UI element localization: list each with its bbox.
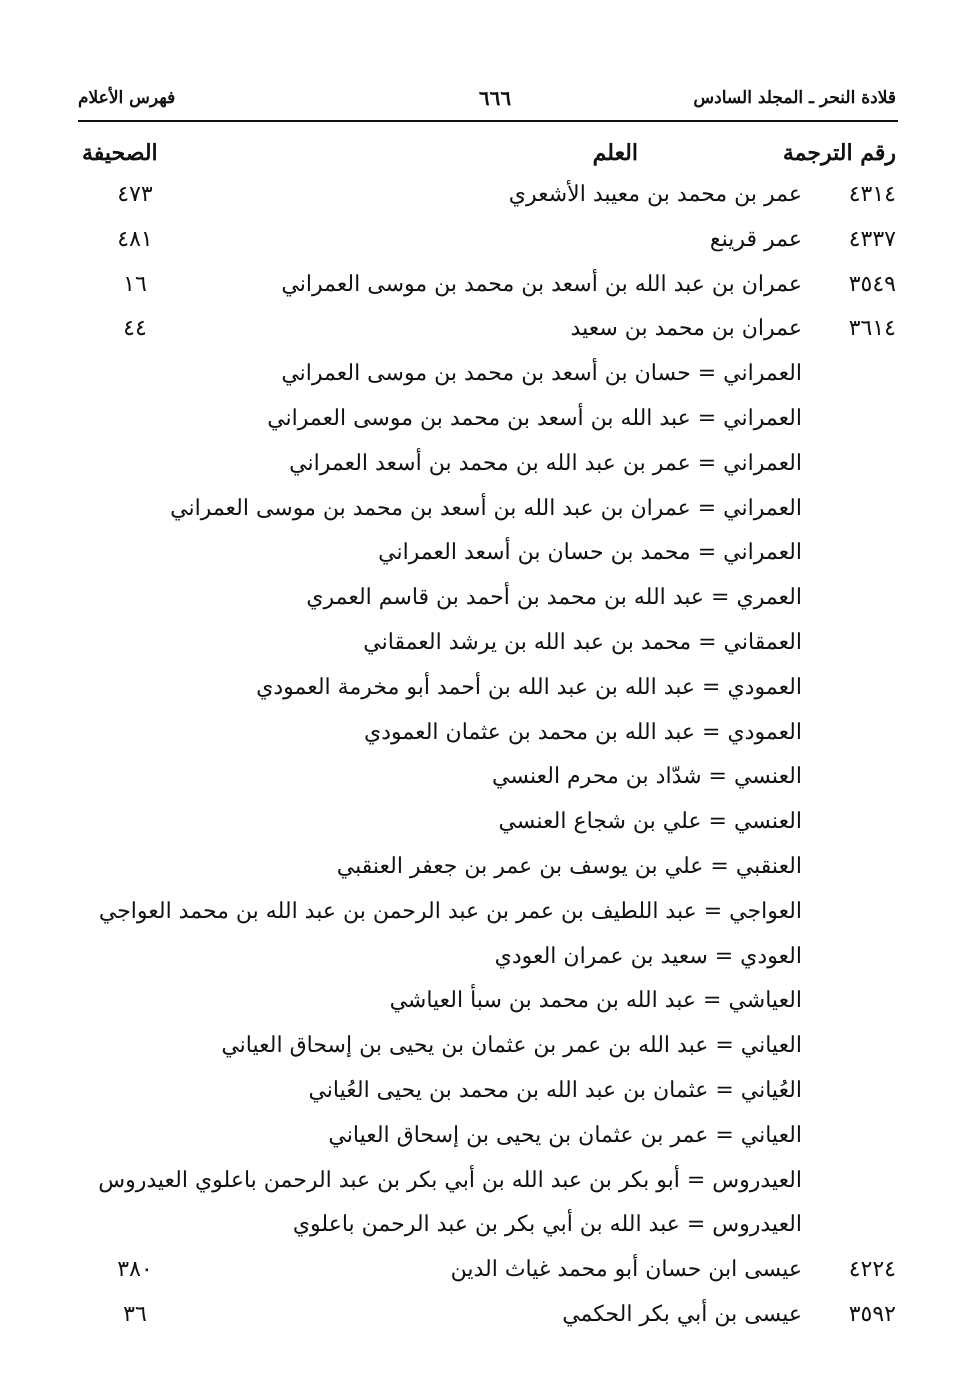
index-entry [78,1029,896,1074]
entry-name: العياني = عبد الله بن عمر بن عثمان بن يحيى بن إسحاق العياني [221,1033,802,1059]
entry-page: ٤٤ [123,316,147,342]
entry-name: العياني = عمر بن عثمان بن يحيى بن إسحاق العياني [328,1122,802,1148]
entry-name: عيسى ابن حسان أبو محمد غياث الدين [450,1257,802,1283]
entry-name: العمراني = حسان بن أسعد بن محمد بن موسى العمراني [281,361,802,387]
index-entry [78,178,896,223]
entry-name: العمودي = عبد الله بن عبد الله بن أحمد أبو مخرمة العمودي [256,674,802,700]
entry-number: ٤٢٢٤ [848,1257,896,1283]
entry-name: العنسي = علي بن شجاع العنسي [498,809,802,835]
index-entry [78,402,896,447]
column-header-page: الصحيفة [82,140,158,166]
index-entry [78,492,896,537]
index-entry [78,626,896,671]
entry-name: العمراني = محمد بن حسان بن أسعد العمراني [378,540,802,566]
index-entry [78,760,896,805]
column-headers [78,140,896,174]
entry-name: العواجي = عبد اللطيف بن عمر بن عبد الرحمن بن عبد الله بن محمد العواجي [98,898,802,924]
index-entry [78,850,896,895]
entry-page: ٤٨١ [117,226,153,252]
book-title: قلادة النحر ـ المجلد السادس [693,88,896,108]
index-entries [78,178,896,1343]
entry-name: العياشي = عبد الله بن محمد بن سبأ العياشي [389,988,802,1014]
index-entry [78,1208,896,1253]
index-entry [78,895,896,940]
index-entry [78,357,896,402]
index-entry [78,940,896,985]
entry-number: ٣٥٤٩ [848,271,896,297]
entry-name: العمقاني = محمد بن عبد الله بن يرشد العمقاني [363,629,802,655]
index-entry [78,671,896,716]
index-entry [78,447,896,492]
running-header [78,84,896,114]
index-entry [78,805,896,850]
entry-name: العودي = سعيد بن عمران العودي [494,943,802,969]
index-entry [78,1074,896,1119]
entry-name: عيسى بن أبي بكر الحكمي [562,1301,802,1327]
entry-name: العمراني = عمر بن عبد الله بن محمد بن أسعد العمراني [289,450,802,476]
index-entry [78,312,896,357]
entry-name: عمر قرينع [709,226,802,252]
entry-name: العمري = عبد الله بن محمد بن أحمد بن قاسم العمري [306,585,802,611]
entry-number: ٤٣١٤ [848,182,896,207]
index-entry [78,268,896,313]
entry-name: العمراني = عبد الله بن أسعد بن محمد بن موسى العمراني [267,405,802,431]
entry-number: ٤٣٣٧ [848,226,896,252]
entry-page: ٣٨٠ [117,1257,153,1283]
entry-number: ٣٥٩٢ [848,1301,896,1327]
index-entry [78,1119,896,1164]
entry-number: ٣٦١٤ [848,316,896,342]
index-entry [78,1298,896,1343]
entry-name: العُياني = عثمان بن عبد الله بن محمد بن يحيى العُياني [308,1077,802,1103]
index-entry [78,536,896,581]
section-title: فهرس الأعلام [78,88,176,108]
header-rule [78,120,898,122]
entry-name: عمران بن محمد بن سعيد [570,316,802,342]
column-header-number: رقم الترجمة [782,140,896,166]
entry-name: العيدروس = أبو بكر بن عبد الله بن أبي بكر بن عبد الرحمن باعلوي العيدروس [98,1167,802,1193]
entry-name: عمران بن عبد الله بن أسعد بن محمد بن موسى العمراني [281,271,802,297]
index-entry [78,1253,896,1298]
index-entry [78,1164,896,1209]
entry-name: العمراني = عمران بن عبد الله بن أسعد بن محمد بن موسى العمراني [170,495,802,521]
index-entry [78,223,896,268]
entry-name: العنقبي = علي بن يوسف بن عمر بن جعفر العنقبي [336,853,802,879]
entry-name: العنسي = شدّاد بن محرم العنسي [492,764,802,790]
entry-name: العيدروس = عبد الله بن أبي بكر بن عبد الرحمن باعلوي [292,1212,802,1238]
page-number: ٦٦٦ [478,86,512,110]
entry-name: عمر بن محمد بن معيبد الأشعري [508,182,802,207]
entry-page: ٤٧٣ [117,182,153,207]
index-entry [78,984,896,1029]
entry-name: العمودي = عبد الله بن محمد بن عثمان العمودي [364,719,802,745]
index-entry [78,581,896,626]
index-entry [78,716,896,761]
entry-page: ١٦ [123,271,147,297]
entry-page: ٣٦ [123,1301,147,1327]
column-header-name: العلم [592,140,638,166]
